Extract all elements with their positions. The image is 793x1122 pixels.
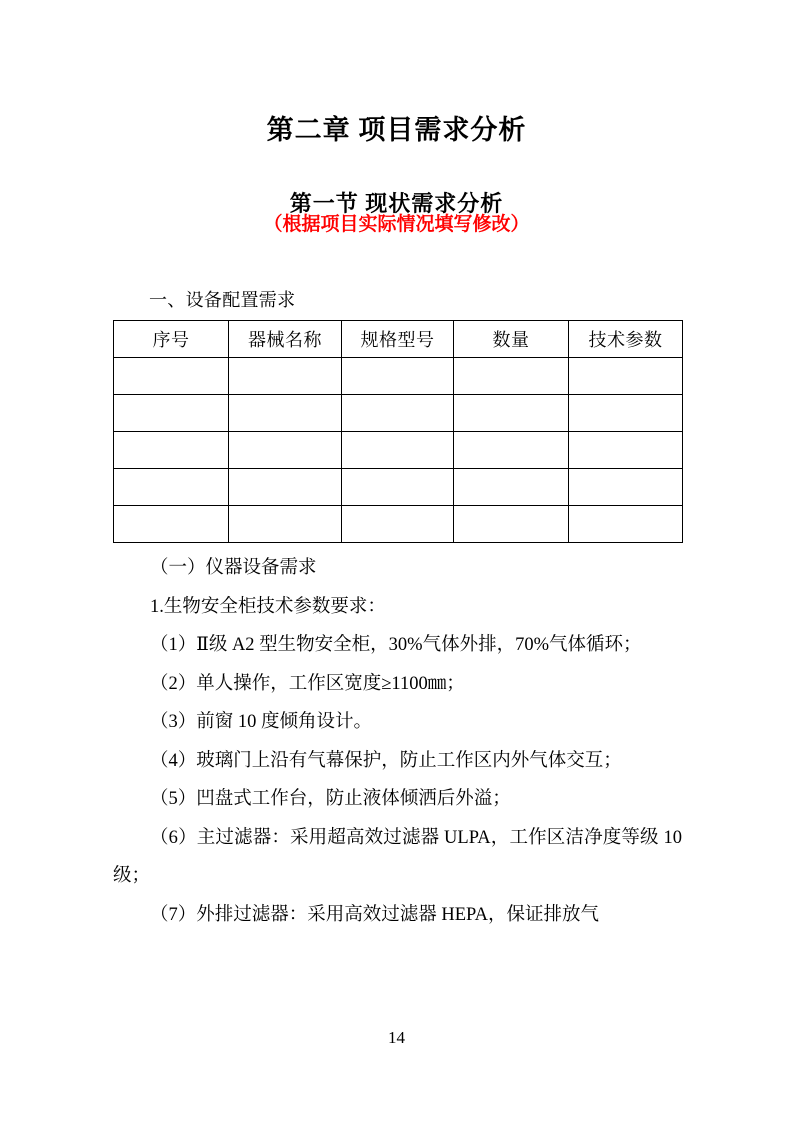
table-cell[interactable] [454, 432, 569, 469]
section-note: （根据项目实际情况填写修改） [263, 214, 530, 235]
table-row [114, 432, 683, 469]
table-header-cell: 数量 [454, 321, 569, 358]
table-cell[interactable] [114, 432, 229, 469]
table-cell[interactable] [114, 506, 229, 543]
paragraph-item: （7）外排过滤器：采用高效过滤器 HEPA，保证排放气 [150, 904, 599, 925]
table-cell[interactable] [342, 395, 454, 432]
table-cell[interactable] [454, 395, 569, 432]
table-cell[interactable] [569, 358, 683, 395]
table-cell[interactable] [229, 395, 342, 432]
table-cell[interactable] [114, 358, 229, 395]
paragraph-item: （1）Ⅱ级 A2 型生物安全柜，30%气体外排，70%气体循环； [150, 635, 642, 655]
chapter-title: 第二章 项目需求分析 [266, 115, 527, 146]
paragraph-item: （4）玻璃门上沿有气幕保护，防止工作区内外气体交互； [150, 750, 622, 771]
table-cell[interactable] [342, 469, 454, 506]
table-cell[interactable] [454, 469, 569, 506]
table-header-cell: 序号 [114, 321, 229, 358]
table-row [114, 506, 683, 543]
table-cell[interactable] [342, 432, 454, 469]
table-cell[interactable] [114, 395, 229, 432]
table-cell[interactable] [229, 358, 342, 395]
body-paragraphs [113, 549, 682, 934]
subheading-instrument-needs: （一）仪器设备需求 [150, 558, 317, 578]
table-row [114, 358, 683, 395]
table-cell[interactable] [569, 395, 683, 432]
table-cell[interactable] [229, 432, 342, 469]
section-title: 第一节 现状需求分析 [289, 191, 504, 217]
table-cell[interactable] [569, 432, 683, 469]
table-row [114, 395, 683, 432]
table-cell[interactable] [454, 506, 569, 543]
paragraph-item: 1.生物安全柜技术参数要求： [150, 596, 386, 617]
table-cell[interactable] [342, 506, 454, 543]
table-cell[interactable] [342, 358, 454, 395]
paragraph-item: （3）前窗 10 度倾角设计。 [150, 712, 373, 732]
table-row [114, 469, 683, 506]
table-cell[interactable] [114, 469, 229, 506]
paragraph-item: （5）凹盘式工作台，防止液体倾洒后外溢； [150, 789, 511, 809]
subheading-equipment-config: 一、设备配置需求 [149, 290, 296, 310]
table-header-cell: 规格型号 [342, 321, 454, 358]
equipment-requirement-table [113, 320, 683, 543]
table-header-cell: 器械名称 [229, 321, 342, 358]
document-content [113, 285, 682, 934]
table-cell[interactable] [454, 358, 569, 395]
table-header-cell: 技术参数 [569, 321, 683, 358]
paragraph-item: （6）主过滤器：采用超高效过滤器 ULPA，工作区洁净度等级 10 级； [113, 827, 682, 886]
table-cell[interactable] [229, 506, 342, 543]
page-number: 14 [388, 1028, 405, 1047]
table-cell[interactable] [569, 506, 683, 543]
table-cell[interactable] [569, 469, 683, 506]
table-header-row [114, 321, 683, 358]
paragraph-item: （2）单人操作，工作区宽度≥1100㎜； [150, 673, 465, 694]
table-cell[interactable] [229, 469, 342, 506]
